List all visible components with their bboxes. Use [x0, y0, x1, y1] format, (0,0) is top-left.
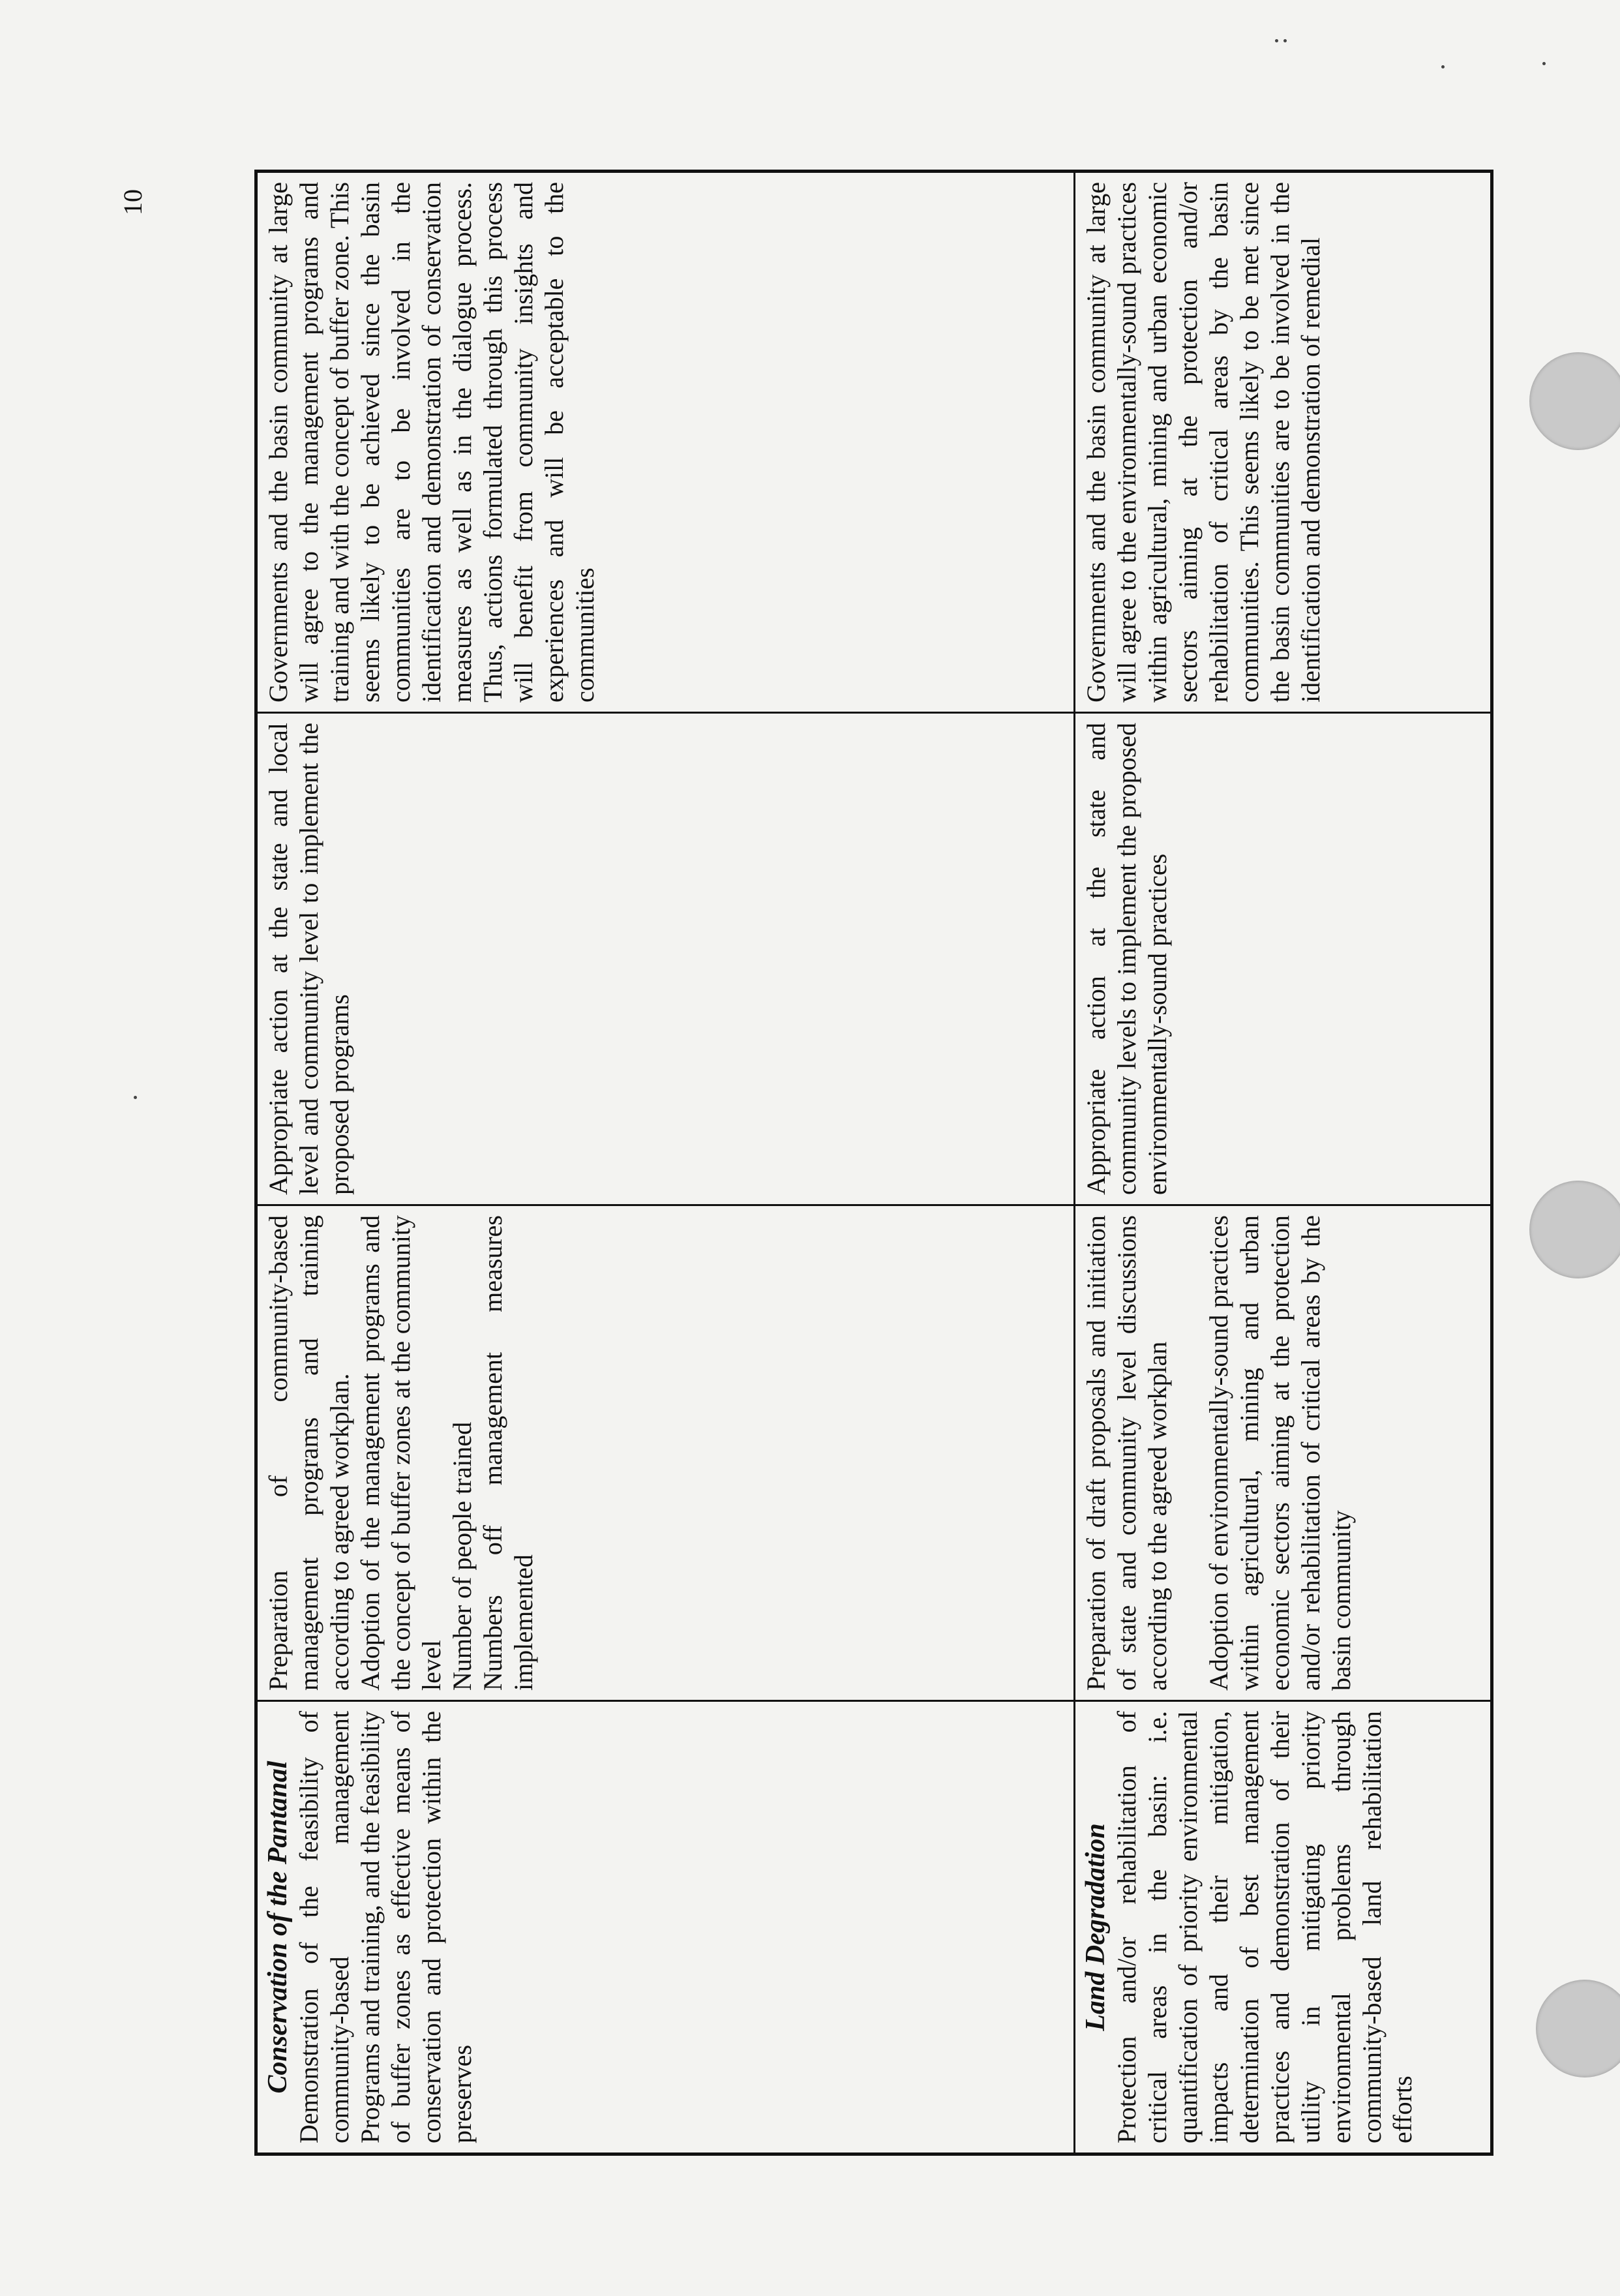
scan-speck	[134, 1096, 137, 1099]
assumptions-text: Governments and the basin community at large will agree to the management programs and training and with the concept of buffer zone. This seems likely to be achieved since the basin communities are to be involved in the identification and demonstration of conservation measures as well as in the dialogue process. Thus, actions formulated through this process will benefit from community insights and experiences and will be acceptable to the communities	[263, 182, 599, 702]
objective-title: Conservation of the Pantanal	[263, 1760, 293, 2094]
punch-hole-bottom	[1536, 1980, 1620, 2077]
indicator-item: Adoption of environmentally-sound practices within agricultural, mining and urban economic sectors aiming at the protection and/or rehabilitation of critical areas by the basin community	[1204, 1215, 1356, 1691]
rotated-table-container	[254, 173, 1490, 2156]
verification-cell	[1075, 713, 1492, 1205]
page-number: 10	[118, 189, 147, 215]
indicators-cell	[1075, 1205, 1492, 1701]
indicator-item: Preparation of community-based management programs and training according to agreed workplan.	[263, 1215, 354, 1691]
scan-speck	[1542, 62, 1546, 65]
verification-text: Appropriate action at the state and community levels to implement the proposed environmentally-sound practices	[1081, 723, 1172, 1195]
scan-speck	[1441, 65, 1445, 68]
scan-speck	[1283, 39, 1287, 42]
assumptions-cell	[256, 172, 1075, 713]
table-row	[256, 172, 1075, 2154]
indicator-item: Number of people trained	[447, 1421, 477, 1691]
objective-text: Protection and/or rehabilitation of critical areas in the basin: i.e. quantification of priority environmental impacts and their mitigation, determination of best management practices and demonstration of their utility in mitigating priority environmental problems through community-based land rehabilitation efforts	[1112, 1711, 1417, 2143]
indicators-cell	[256, 1205, 1075, 1701]
punch-hole-middle	[1529, 1181, 1620, 1278]
verification-text: Appropriate action at the state and local level and community level to implement the proposed programs	[263, 723, 354, 1195]
scan-speck	[1275, 39, 1278, 42]
objective-cell	[256, 1701, 1075, 2154]
punch-hole-top	[1529, 352, 1620, 450]
indicator-item: Numbers off management measures implemented	[478, 1215, 538, 1691]
verification-cell	[256, 713, 1075, 1205]
logframe-table	[254, 170, 1493, 2156]
table-row	[1075, 172, 1492, 2154]
indicator-item: Adoption of the management programs and the concept of buffer zones at the community level	[355, 1215, 446, 1691]
assumptions-text: Governments and the basin community at large will agree to the environmentally-sound practices within agricultural, mining and urban economic sectors aiming at the protection and/or rehabilitation of critical areas by the basin communities. This seems likely to be met since the basin communities are to be involved in the identification and demonstration of remedial	[1081, 182, 1325, 702]
objective-cell	[1075, 1701, 1492, 2154]
objective-text: Demonstration of the feasibility of community-based management Programs and training, and the feasibility of buffer zones as effective means of conservation and protection within the preserves	[294, 1711, 477, 2143]
indicator-item: Preparation of draft proposals and initiation of state and community level discussions according to the agreed workplan	[1081, 1215, 1172, 1691]
assumptions-cell	[1075, 172, 1492, 713]
objective-title: Land Degradation	[1081, 1823, 1111, 2031]
